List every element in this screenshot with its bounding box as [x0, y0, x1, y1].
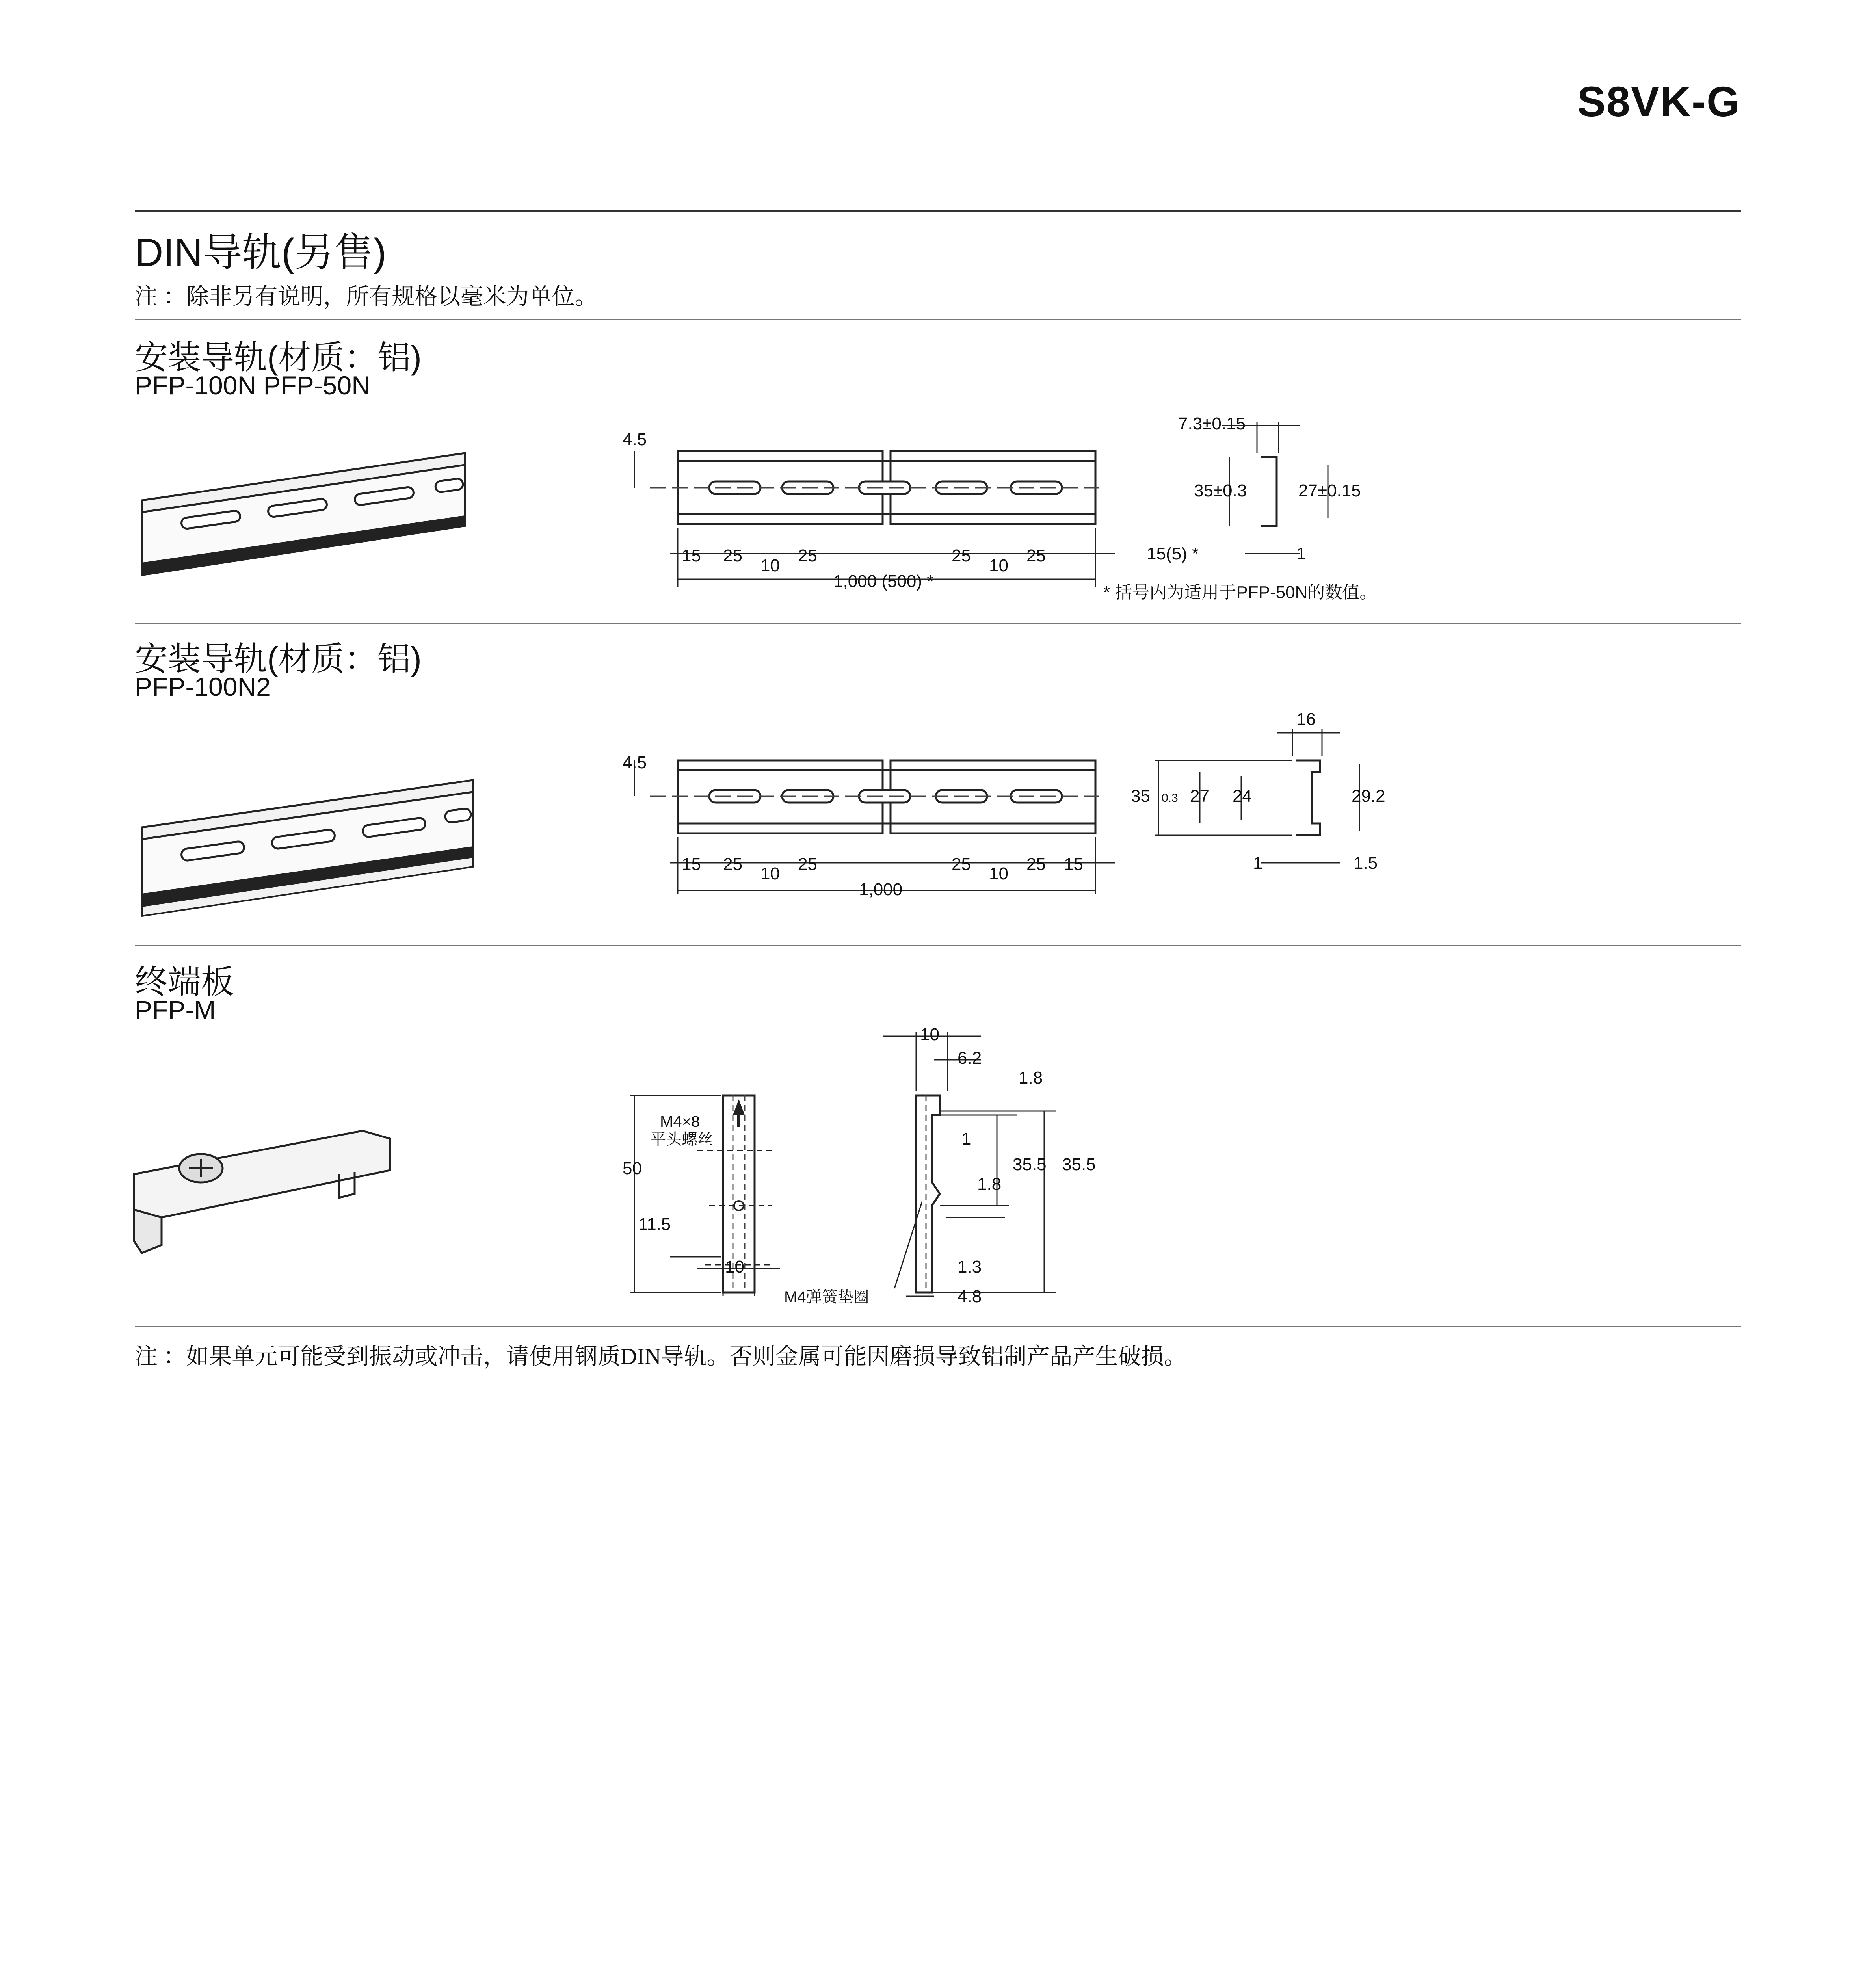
section-1-title: 安装导轨(材质：铝) [135, 339, 422, 376]
dim-1-8-a: 1.8 [1019, 1068, 1043, 1087]
section-3-title: 终端板 [135, 963, 234, 1000]
dim-height: 35±0.3 [1194, 481, 1247, 500]
section-3-model: PFP-M [135, 995, 216, 1024]
dim-15-b: 15 [1064, 855, 1083, 874]
dim-25-c: 25 [952, 855, 971, 874]
top-divider [135, 210, 1741, 212]
dim-25-b: 25 [798, 855, 817, 874]
dim-t1: 1 [1253, 853, 1263, 873]
units-note: 注 ：除非另有说明，所有规格以毫米为单位。 [135, 284, 598, 309]
section-1-model: PFP-100N PFP-50N [135, 371, 370, 400]
dim-25-a: 25 [723, 855, 742, 874]
dim-width-10: 10 [725, 1257, 744, 1277]
dim-flange: 15(5) * [1147, 544, 1199, 563]
dim-25-d: 25 [1026, 855, 1046, 874]
dim-35-5-b: 35.5 [1062, 1155, 1096, 1174]
dim-35: 35 [1131, 786, 1150, 806]
dim-11-5: 11.5 [638, 1215, 671, 1234]
rail-2-drawing [591, 705, 1419, 910]
dim-length: 1,000 (500) * [833, 572, 934, 591]
dim-25-b: 25 [798, 546, 817, 565]
screw-spec: M4×8 [660, 1113, 700, 1130]
dim-tol: 0.3 [1162, 792, 1178, 805]
end-plate-illustration [118, 1115, 433, 1265]
dim-50: 50 [623, 1159, 642, 1178]
steel-rail-note: 注 ：如果单元可能受到振动或冲击，请使用钢质DIN导轨。否则金属可能因磨损导致铝制产品产生破损。 [135, 1344, 1187, 1369]
end-plate-drawing [591, 1020, 1143, 1320]
page-title: DIN导轨(另售) [135, 230, 387, 275]
dim-top-10: 10 [920, 1025, 939, 1044]
dim-1-3: 1.3 [958, 1257, 982, 1277]
washer-label: M4弹簧垫圈 [784, 1288, 869, 1306]
dim-24: 24 [1233, 786, 1252, 806]
dim-10-a: 10 [760, 556, 780, 575]
rail-1-drawing [591, 414, 1419, 619]
dim-10-a: 10 [760, 864, 780, 883]
dim-4-5: 4.5 [623, 430, 647, 449]
dim-10-b: 10 [989, 864, 1008, 883]
dim-length: 1,000 [859, 880, 903, 899]
dim-35-5-a: 35.5 [1013, 1155, 1047, 1174]
dim-top: 16 [1296, 710, 1316, 729]
dim-25-d: 25 [1026, 546, 1046, 565]
footnote: * 括号内为适用于PFP-50N的数值。 [1103, 583, 1377, 602]
divider [135, 1326, 1741, 1327]
dim-25-c: 25 [952, 546, 971, 565]
section-2-model: PFP-100N2 [135, 672, 271, 701]
dim-1-8-b: 1.8 [977, 1175, 1002, 1194]
dim-4-8: 4.8 [958, 1287, 982, 1306]
dim-29-2: 29.2 [1352, 786, 1385, 806]
model-name: S8VK-G [1577, 78, 1740, 125]
dim-25-a: 25 [723, 546, 742, 565]
rail-1-illustration [118, 433, 493, 607]
rail-2-illustration [118, 768, 493, 934]
dim-6-2: 6.2 [958, 1048, 982, 1068]
divider [135, 945, 1741, 946]
dim-15-a: 15 [682, 855, 701, 874]
section-2-title: 安装导轨(材质：铝) [135, 640, 422, 677]
dim-15: 15 [682, 546, 701, 565]
divider [135, 319, 1741, 320]
dim-inner: 27±0.15 [1298, 481, 1361, 500]
dim-top-width: 7.3±0.15 [1178, 414, 1246, 433]
dim-10-b: 10 [989, 556, 1008, 575]
divider [135, 623, 1741, 624]
dim-27: 27 [1190, 786, 1209, 806]
dim-1: 1 [961, 1129, 971, 1149]
dim-t1-5: 1.5 [1354, 853, 1378, 873]
screw-type: 平头螺丝 [650, 1131, 713, 1148]
dim-thick: 1 [1296, 544, 1306, 563]
dim-4-5: 4.5 [623, 753, 647, 772]
